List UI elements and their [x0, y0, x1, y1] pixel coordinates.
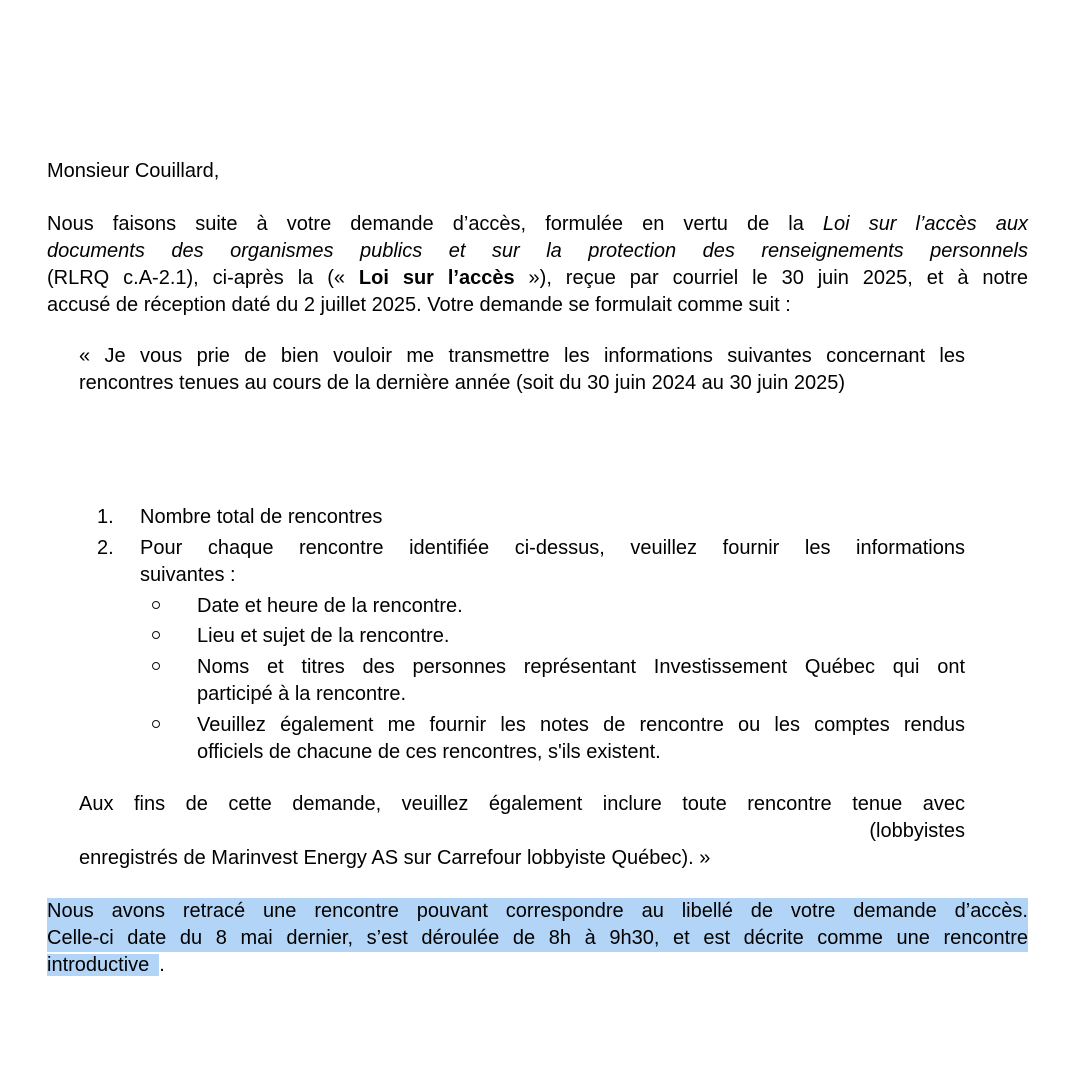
- highlighted-line-2: Celle-ci date du 8 mai dernier, s’est déroulée de 8h à 9h30, et est décrite comme une rencontre: [47, 925, 1028, 952]
- sub-item-lieu-text: Lieu et sujet de la rencontre.: [197, 625, 450, 647]
- list-item-1-text: Nombre total de rencontres: [140, 506, 383, 528]
- sub-item-notes-line-1: Veuillez également me fournir les notes de rencontre ou les comptes rendus: [197, 714, 965, 736]
- list-item-1: [47, 504, 965, 531]
- intro-line-3: [47, 265, 1028, 292]
- intro-line-1: [47, 211, 1028, 238]
- circle-bullet-icon: [152, 631, 160, 639]
- letter-body: [47, 158, 1028, 979]
- answer-line-3: [47, 952, 1028, 979]
- intro-line-1-text: Nous faisons suite à votre demande d’accès, formulée en vertu de la: [47, 213, 823, 235]
- intro-paragraph: [47, 211, 1028, 319]
- law-title-italic: Loi sur l’accès aux: [822, 213, 1029, 235]
- circle-bullet-icon: [152, 601, 160, 609]
- circle-bullet-icon: [152, 720, 160, 728]
- highlighted-line-1: Nous avons retracé une rencontre pouvant correspondre au libellé de votre demande d’accès.: [47, 898, 1028, 925]
- request-quote: [79, 343, 965, 397]
- intro-line-3-post: »), reçue par courriel le 30 juin 2025, et à notre: [514, 267, 1028, 289]
- list-marker-2: 2.: [97, 537, 114, 559]
- intro-line-3-pre: (RLRQ c.A-2.1), ci-après la («: [47, 267, 359, 289]
- list-item-2-line-1: Pour chaque rencontre identifiée ci-dessus, veuillez fournir les informations: [140, 537, 965, 559]
- answer-paragraph: [47, 898, 1028, 979]
- closing-line-1: Aux fins de cette demande, veuillez également inclure toute rencontre tenue avec: [79, 793, 965, 815]
- quote-line-2: rencontres tenues au cours de la dernière année (soit du 30 juin 2024 au 30 juin 2025): [79, 372, 846, 394]
- closing-quote-paragraph: [79, 791, 965, 872]
- list-item-2-line-2: suivantes :: [140, 564, 236, 586]
- closing-line-3: enregistrés de Marinvest Energy AS sur Carrefour lobbyiste Québec). »: [79, 847, 711, 869]
- sub-item-lieu: [47, 623, 965, 650]
- list-marker-1: 1.: [97, 506, 114, 528]
- numbered-list: [47, 504, 1028, 766]
- sub-item-noms-line-1: Noms et titres des personnes représentant Investissement Québec qui ont: [197, 656, 965, 678]
- list-item-2: [47, 535, 965, 589]
- closing-line-2-lobbyistes: (lobbyistes: [869, 820, 965, 842]
- sub-item-notes: [47, 712, 965, 766]
- quote-line-1: « Je vous prie de bien vouloir me transmettre les informations suivantes concernant les: [79, 345, 965, 367]
- sub-item-notes-line-2: officiels de chacune de ces rencontres, s'ils existent.: [197, 741, 661, 763]
- highlighted-word: introductive: [47, 954, 159, 976]
- sub-item-noms-line-2: participé à la rencontre.: [197, 683, 407, 705]
- circle-bullet-icon: [152, 662, 160, 670]
- sub-item-noms: [47, 654, 965, 708]
- law-short-title-bold: Loi sur l’accès: [358, 267, 515, 289]
- sub-item-date: [47, 593, 965, 620]
- sub-item-date-text: Date et heure de la rencontre.: [197, 595, 463, 617]
- intro-line-4: accusé de réception daté du 2 juillet 2025. Votre demande se formulait comme suit :: [47, 294, 791, 316]
- intro-line-2: documents des organismes publics et sur la protection des renseignements personnels: [47, 240, 1028, 262]
- salutation: Monsieur Couillard,: [47, 160, 220, 182]
- answer-final-period: .: [159, 954, 165, 976]
- redacted-space: [47, 397, 1028, 504]
